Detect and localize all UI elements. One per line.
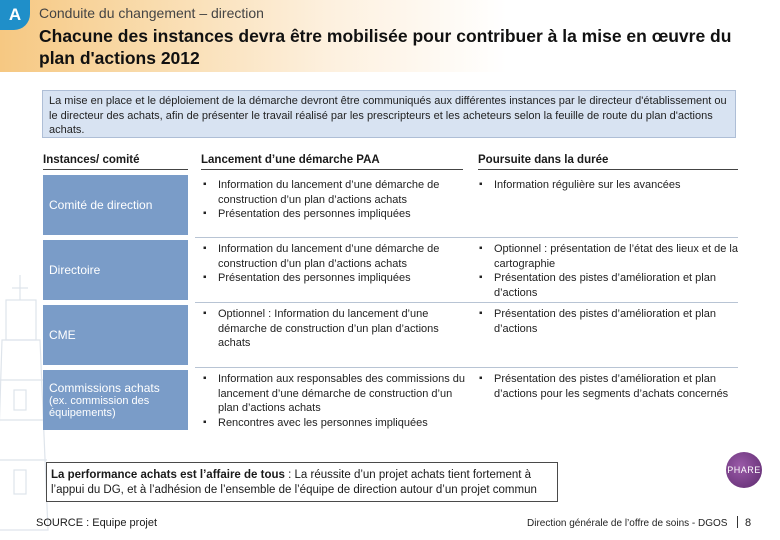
section-badge: A (0, 0, 30, 30)
callout-bold: La performance achats est l’affaire de tous (51, 469, 285, 481)
list-item: ▪ Optionnel : présentation de l’état des lieux et de la cartographie (477, 242, 739, 271)
source-note: SOURCE : Equipe projet (36, 517, 158, 529)
list-item: ▪ Information régulière sur les avancées (477, 178, 739, 193)
list-item: ▪ Information du lancement d’une démarche de construction d’un plan d’actions achats (201, 178, 465, 207)
row-label-text: Comité de direction (49, 198, 153, 212)
intro-box: La mise en place et le déploiement de la démarche devront être communiqués aux différentes instances par le directeur d'établissement ou le directeur des achats, afin de présenter le travail réalisé par les prescripteurs et les acheteurs selon la feuille de route du plan d'actions achats. (42, 90, 736, 138)
row-label-text: CME (49, 328, 76, 342)
row-label-subtext: (ex. commission des équipements) (49, 395, 150, 419)
cell-continue-comite-direction (477, 178, 739, 193)
row-label-text: Commissions achats (49, 381, 160, 395)
row-label-directoire (43, 240, 188, 300)
list-item: ▪ Information du lancement d’une démarche de construction d’un plan d’actions achats (201, 242, 465, 271)
cell-launch-commissions-achats (201, 372, 465, 430)
column-header-continue: Poursuite dans la durée (478, 154, 738, 170)
cell-launch-cme (201, 307, 465, 351)
list-item: ▪ Présentation des personnes impliquées (201, 271, 465, 286)
row-label-text: Directoire (49, 263, 101, 277)
list-item: ▪ Présentation des pistes d’amélioration et plan d’actions (477, 271, 739, 300)
cell-launch-directoire (201, 242, 465, 286)
row-divider (195, 302, 738, 303)
cell-continue-commissions-achats (477, 372, 739, 401)
callout-text: : La réussite d’un projet achats tient fortement à l’appui du DG, et à l’adhésion de l’ensemble de l’équipe de direction autour d’un projet commun (51, 469, 537, 496)
list-item: ▪ Présentation des pistes d’amélioration et plan d’actions (477, 307, 739, 336)
footer-org: Direction générale de l’offre de soins - DGOS (527, 518, 728, 529)
row-label-commissions-achats (43, 370, 188, 430)
cell-continue-cme (477, 307, 739, 336)
row-label-comite-direction (43, 175, 188, 235)
list-item: ▪ Rencontres avec les personnes impliquées (201, 416, 465, 431)
column-header-launch: Lancement d’une démarche PAA (201, 154, 463, 170)
callout-box (46, 462, 558, 502)
section-kicker: Conduite du changement – direction (39, 5, 264, 21)
footer-separator (737, 516, 738, 528)
list-item: ▪ Présentation des pistes d’amélioration et plan d’actions pour les segments d’achats concernés (477, 372, 739, 401)
list-item: ▪ Présentation des personnes impliquées (201, 207, 465, 222)
page-number: 8 (745, 517, 752, 529)
column-header-instances: Instances/ comité (43, 154, 188, 170)
row-divider (195, 237, 738, 238)
cell-continue-directoire (477, 242, 739, 300)
list-item: ▪ Optionnel : Information du lancement d’une démarche de construction d’un plan d’actions achats (201, 307, 465, 351)
row-label-cme (43, 305, 188, 365)
cell-launch-comite-direction (201, 178, 465, 222)
phare-logo: PHARE (726, 452, 762, 488)
list-item: ▪ Information aux responsables des commissions du lancement d’une démarche de construction d’un plan d’actions achats (201, 372, 465, 416)
slide-title: Chacune des instances devra être mobilisée pour contribuer à la mise en œuvre du plan d'actions 2012 (39, 26, 732, 68)
row-divider (195, 367, 738, 368)
